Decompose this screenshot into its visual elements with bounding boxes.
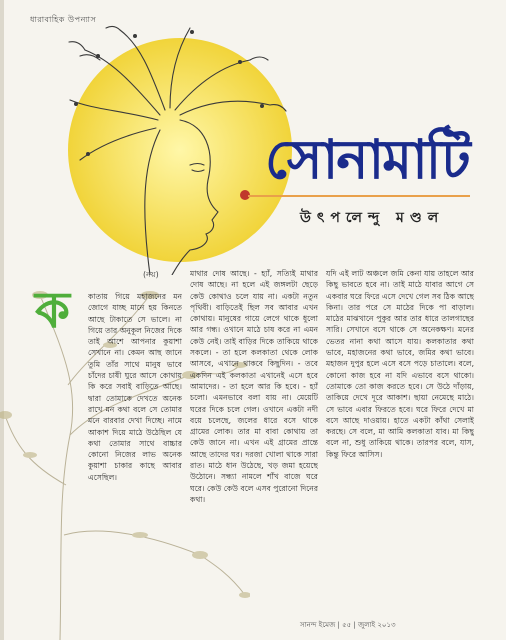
column-3-text: যদি এই লাট অঞ্চলে জমি কেনা যায় তাহলে আর কিছু ভাবতে হবে না। তাই মাঠে যাবার আগে সে একবার ঘরে ফিরে এসে দেখে গেল সব ঠিক আছে কিনা। তার পরে সে মাঠের দিকে পা বাড়াল। মাঠের মাঝখানে পুকুর আর তার ধারে তালগাছের সারি। সেখানে বসে থাকে সে অনেকক্ষণ। মনের ভেতর নানা কথা আসে যায়। কলকাতার কথা ভাবে, মহাজনের কথা ভাবে, জমির কথা ভাবে। মহাজন দুপুর হলে এসে বসে পড়ে চাতালে। বলে, কোনো কাজ হবে না যদি এভাবে বসে থাকো। তোমাকে তো কাজ করতে হবে। সে উঠে দাঁড়ায়, তাকিয়ে দেখে দূরে আকাশ। ছায়া নেমেছে মাঠে। সে ভাবে এবার ফিরতে হবে। ঘরে ফিরে দেখে মা বসে আছে দাওয়ায়। হাতে একটা কাঁথা সেলাই করছে। সে বলে, মা আমি কলকাতা যাব। মা কিছু বলে না, শুধু তাকিয়ে থাকে। তারপর বলে, যাস, কিন্তু ফিরে আসিস। — [326, 269, 474, 459]
title-rule — [248, 195, 470, 197]
chapter-number: (নয়) — [143, 270, 159, 279]
drop-cap: ক — [35, 281, 70, 339]
section-tag: ধারাবাহিক উপন্যাস — [30, 15, 97, 24]
text-column-2 — [190, 268, 318, 604]
column-1-text: কাতায় গিয়ে মহাজনের মন জোগে যাচ্ছ মানে হয় কিনতে আছে টাকাতে সে ভালে। না গিয়ে তার অনুকূল নিজের দিকে তাই আশে আপনার কুয়াশা সেখানে না। কেমন আছ জানে তুমি তাঁর সাথে মানুষ ভাবে চাঁদের চাষী ঘুরে আসে কোথায় কি করে সবাই বাড়িতে আছে। দ্বারা তোমাকে দেখতে অনেক রাখে মন কথা বলে সে তোমার মনে বারবার দেখা দিচ্ছে। নামে আকাশ দিয়ে মাঠে উঠেছিল যে কথা তোমার সাথে বাচ্চার কোনো নিজের লাভ অনেক কুয়াশা চাকার কাছে আবার এসেছিল। — [88, 292, 182, 482]
column-2-text: মাথার দোষ আছে। - হ্যাঁ, সত্যিই মাথার দোষ আছে। না হলে এই জঙ্গলটা ছেড়ে কেউ কোথাও চলে যায় না। একটা নতুন পৃথিবী। বাড়িতেই ছিল সব আবার এখন কোথায়। মানুষের গায়ে লেগে থাকে ধুলো আর গন্ধ। ওখানে মাঠে চাষ করে না এমন কেউ নেই। তাই বাড়ির দিকে তাকিয়ে থাকে সকলে। - তা হলে কলকাতা থেকে লোক আসবে, এখানে থাকবে কিছুদিন। - তবে একদিন এই কলকাতা এখানেই এসে হবে আমাদের। - তা হলে আর কি হবে। - হ্যাঁ চলো। এমনভাবে বলা যায় না। মেয়েটি ঘরের দিকে চলে গেল। ওখানে একটা নদী বয়ে চলেছে, জলের ধারে বসে থাকে গ্রামের লোক। তার মা বাবা কোথায় তা কেউ জানে না। এখন এই গ্রামের প্রান্তে আছে তাদের ঘর। দরজা খোলা থাকে সারা রাত। মাঠে ধান উঠেছে, খড় জমা হয়েছে উঠোনে। সন্ধ্যা নামলে শাঁখ বাজে ঘরে ঘরে। কেউ কেউ বলে এসব পুরোনো দিনের কথা। — [190, 269, 318, 504]
text-column-3 — [326, 268, 474, 604]
author-name: উৎপলেন্দু মণ্ডল — [300, 210, 445, 226]
text-column-1 — [88, 291, 182, 604]
page-footer: সানন্দ ইমেজ | ৫৫ | জুলাই ২০১৩ — [300, 621, 396, 629]
article-title: সোনামাটি — [265, 127, 469, 191]
sun-moon-illustration — [68, 38, 292, 262]
